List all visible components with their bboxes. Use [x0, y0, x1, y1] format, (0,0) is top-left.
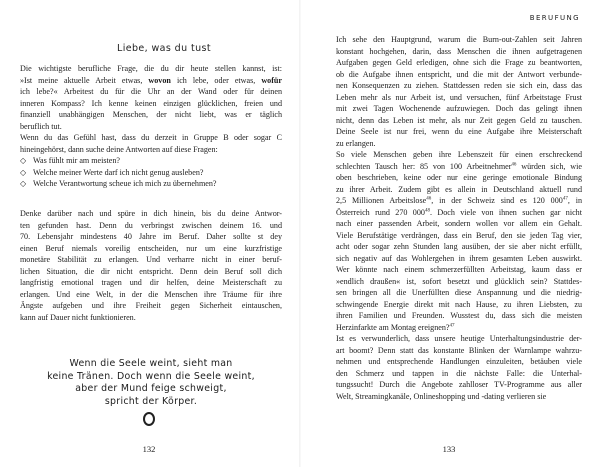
text-line: oben beschrieben, keine oder nur eine geringe emotionale Bindung [336, 173, 582, 182]
text-line: Viele Berufstätige verdrängen, dass ein Beruf, den sie jeden Tag vier, [336, 230, 582, 240]
text-line: nicht, denn das Leben ist mehr, als nur Zeit gegen Geld zu tauschen. [336, 115, 582, 125]
diamond-bullet-icon: ◇ [20, 156, 27, 165]
text-line: Wenn du das Gefühl hast, dass du derzeit in Gruppe B oder sogar C [20, 133, 282, 142]
question-item: ◇ Welche meiner Werte darf ich nicht genug ausleben? [20, 167, 204, 177]
text-line: Leben mehr als nur Arbeit ist, und versuchen, fünf Arbeitstage Frust [336, 92, 582, 102]
text-line: So viele Menschen geben ihre Lebenszeit für einen erschreckend [336, 150, 582, 159]
question-item: ◇ Was fühlt mir am meisten? [20, 156, 121, 165]
text-line: nehmen und entsprechende Handlungen einzuleiten, betäuben viele [336, 357, 582, 366]
footnote-marker: 46 [511, 161, 517, 167]
intro-paragraph [20, 63, 282, 155]
text-line: art boomt? Denn statt das konstante Blinken der Warnlampe wahrzu- [336, 345, 582, 355]
footnote-marker: 46 [426, 196, 432, 202]
right-page [300, 0, 600, 467]
text-line: inneren Kompass? Ich kenne keinen einzigen glücklichen, freien und [20, 98, 282, 108]
text-line: nen Konsequenzen zu ziehen. Stattdessen reden sie sich ein, dass das [336, 81, 582, 90]
text-line: schwingende Energie direkt mit nach Hause, zu ihren Liebsten, zu [336, 299, 582, 309]
text-line: kann auf Dauer nicht funktionieren. [20, 312, 136, 322]
text-line: Wer könnte nach einem schmerzerfüllten Arbeitstag, kaum dass er [336, 265, 582, 274]
diamond-bullet-icon: ◇ [20, 167, 27, 177]
text-line: Aufgaben gegen Geld erledigen, ohne sich die Frage zu beantworten, [336, 58, 582, 67]
text-line: Österreich rund 270 $000^{48}$. Doch viele von ihnen suchen gar nicht [336, 207, 582, 217]
footnote-marker: 47 [449, 322, 455, 328]
ring-ornament-icon [143, 412, 155, 426]
quote-line: aber der Mund feige schweigt, [75, 383, 227, 394]
text-line: konstant hochgehen, darin, dass Menschen die ihnen aufgetragenen [336, 46, 582, 56]
text-line: ob die Aufgabe ihnen entspricht, und die mit der Antwort verbunde- [336, 69, 582, 79]
text-line: sen bringen all die Unerfüllten diese Anspannung und die niedrig- [336, 288, 582, 297]
section-title: Liebe, was du tust [117, 43, 211, 54]
text-line: schlechten Tausch her: 85 von 100 Arbeitnehmer$^{46}$ würden sich, wie [336, 161, 582, 171]
text-line: ihren Familien und Freunden. Wusstest du, dass sich die meisten [336, 311, 582, 320]
text-line: acht oder sogar zehn Stunden lang ausüben, der sie aber nicht erfüllt, [336, 242, 582, 251]
right-body-text [336, 34, 582, 402]
text-line: finanziell unabhängigen Menschen, der nicht liebt, was er täglich [20, 110, 282, 119]
question-list [20, 155, 282, 190]
footnote-marker: 48 [424, 207, 430, 213]
page-number: 132 [142, 444, 156, 454]
text-line: nach einer passenden Arbeit, sondern wollen vor allem ein Gehalt. [336, 219, 582, 228]
text-line: 70. Lebensjahr mindestens 40 Jahre im Beruf. Daher sollte st dey [20, 232, 282, 241]
quote-line: keine Tränen. Doch wenn die Seele weint, [47, 370, 255, 382]
text-line: lichen Situation, die dir nicht entspricht. Denn dein Beruf soll dich [20, 266, 282, 276]
text-line: Welt, Streamingkanäle, Onlineshopping und -dating verlieren sie [336, 391, 547, 401]
text-line: Deine Seele ist nur frei, wenn du eine Aufgabe ihre Meisterschaft [336, 127, 582, 136]
body-paragraph [20, 208, 282, 323]
text-line: langfristig emotional tragen und dir helfen, deine Meisterschaft zu [20, 278, 282, 287]
text-line: ich lebe?« Arbeitest du für die Uhr an der Wand oder für deinen [20, 87, 282, 96]
quote-line: spricht der Körper. [104, 395, 198, 407]
footnote-marker: 47 [562, 196, 568, 202]
text-line: 2,5 Millionen Arbeitslose$^{46}$, in der Schweiz sind es 120 $000^{47}$, in [336, 196, 582, 205]
text-line: »endlich draußen« ist, sofort besetzt und glücklich sein? Stattdes- [336, 276, 582, 286]
text-line: Ich sehe den Hauptgrund, warum die Burn-out-Zahlen seit Jahren [336, 35, 582, 44]
text-line: zu erlangen. [336, 138, 376, 148]
text-line: den Schmerz und tappen in die nächste Falle: die Unterhal- [336, 368, 582, 378]
text-line: sich negativ auf das Wohlergehen in ihrem gesamten Leben auswirkt. [336, 253, 582, 263]
text-line: monetäre Stabilität zu erlangen. Und verharre nicht in einer beruf- [20, 255, 282, 264]
question-item: ◇ Welche Verantwortung scheue ich mich zu übernehmen? [20, 179, 217, 188]
running-header: BERUFUNG [529, 14, 580, 22]
text-line: erlangen. Und eine Welt, in der die Menschen ihre Träume für ihre [20, 289, 282, 299]
quote-line: Wenn die Seele weint, sieht man [69, 358, 233, 369]
page-number: 133 [442, 444, 456, 454]
text-line: hineingehörst, dann suche deine Antworten auf diese Fragen: [20, 144, 218, 154]
text-line: tungssucht! Durch die Angebote zahlloser TV-Programme aus aller [336, 380, 582, 389]
pull-quote [20, 358, 282, 408]
text-line: Ist es verwunderlich, dass unsere heutige Unterhaltungsindustrie der- [336, 334, 582, 343]
text-line: beruflich tut. [20, 121, 62, 131]
text-line: Ängste aufgeben und ihre Freiheit gegen Sicherheit eintauschen, [20, 301, 282, 310]
text-line: mit zwei Tagen Wochenende aufzuwiegen. Doch das gelingt ihnen [336, 104, 582, 113]
text-line: einen Beruf niemals voreilig entscheiden, nur um eine kurzfristige [20, 243, 282, 253]
diamond-bullet-icon: ◇ [20, 179, 27, 188]
text-line: Die wichtigste berufliche Frage, die du dir heute stellen kannst, ist: [20, 64, 282, 73]
text-line: Denke darüber nach und spüre in dich hinein, bis du deine Antwor- [20, 209, 282, 218]
text-line: zu ihrer Arbeit. Zudem gibt es allein in Deutschland aktuell rund [336, 184, 582, 194]
text-line: Herzinfarkte am Montag ereignen?$^{47}$ [336, 322, 455, 332]
text-line: ten gefunden hast. Denn du verbringst zwischen deinem 16. und [20, 220, 282, 230]
text-line-emphasis: »Ist meine aktuelle Arbeit etwas, wovon ich lebe, oder etwas, wofür [20, 75, 282, 85]
